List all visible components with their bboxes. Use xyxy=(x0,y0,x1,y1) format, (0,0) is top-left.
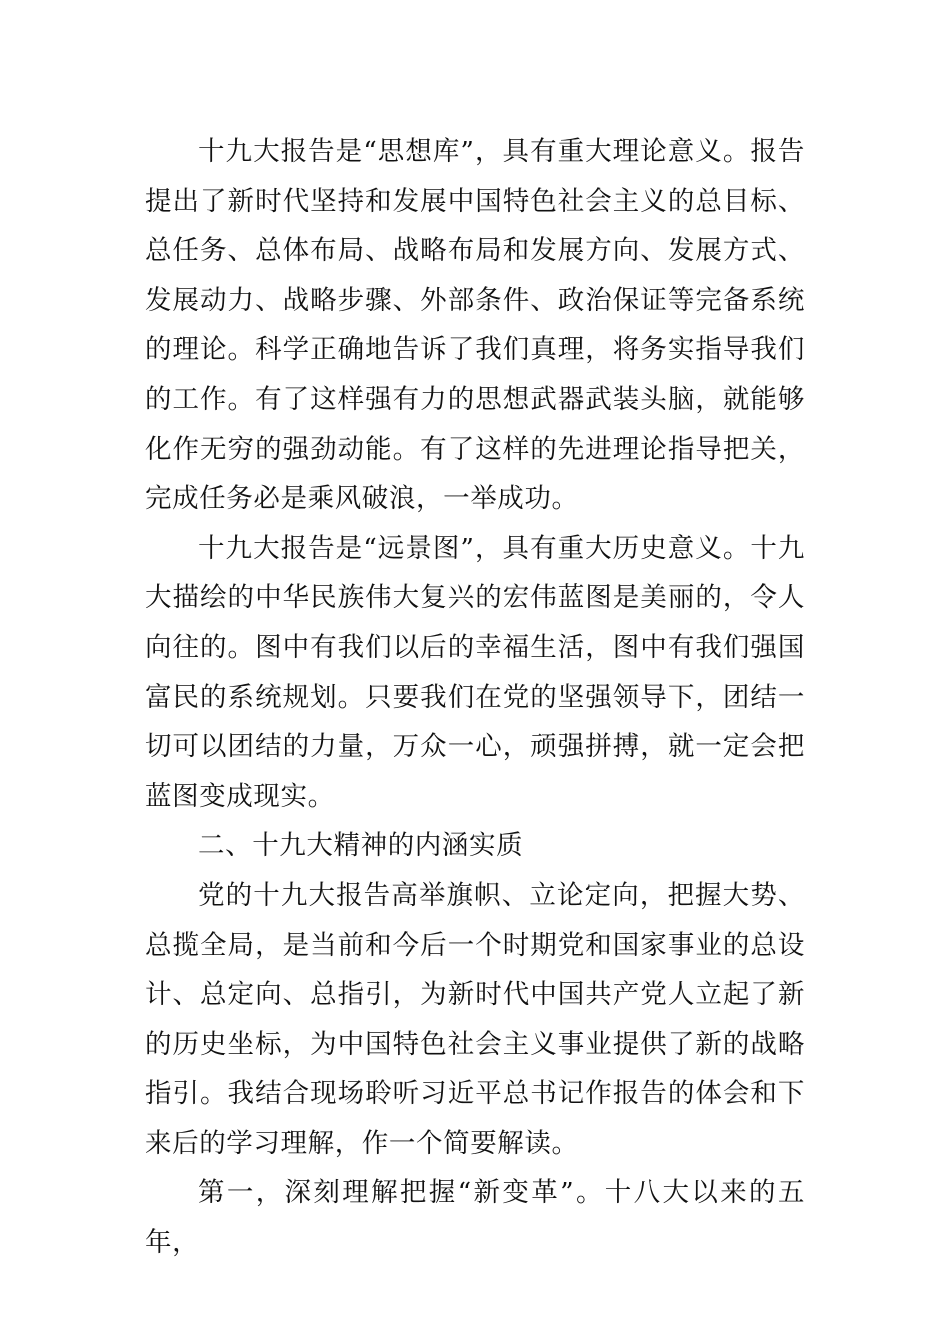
section-heading: 二、十九大精神的内涵实质 xyxy=(198,830,524,862)
paragraph-thought-library: 十九大报告是“思想库”，具有重大理论意义。报告提出了新时代坚持和发展中国特色社会主义的总目标、总任务、总体布局、战略布局和发展方向、发展方式、发展动力、战略步骤、外部条件、政治保证等完备系统的理论。科学正确地告诉了我们真理，将务实指导我们的工作。有了这样强有力的思想武器武装头脑，就能够化作无穷的强劲动能。有了这样的先进理论指导把关，完成任务必是乘风破浪，一举成功。 xyxy=(145,136,805,515)
paragraph-new-change: 第一，深刻理解把握“新变革”。十八大以来的五年， xyxy=(145,1177,805,1259)
document-body xyxy=(145,127,805,1268)
paragraph-report-interpretation: 党的十九大报告高举旗帜、立论定向，把握大势、总揽全局，是当前和今后一个时期党和国家事业的总设计、总定向、总指引，为新时代中国共产党人立起了新的历史坐标，为中国特色社会主义事业提供了新的战略指引。我结合现场聆听习近平总书记作报告的体会和下来后的学习理解，作一个简要解读。 xyxy=(145,879,805,1159)
paragraph-vision-map: 十九大报告是“远景图”，具有重大历史意义。十九大描绘的中华民族伟大复兴的宏伟蓝图是美丽的，令人向往的。图中有我们以后的幸福生活，图中有我们强国富民的系统规划。只要我们在党的坚强领导下，团结一切可以团结的力量，万众一心，顽强拼搏，就一定会把蓝图变成现实。 xyxy=(145,532,805,812)
